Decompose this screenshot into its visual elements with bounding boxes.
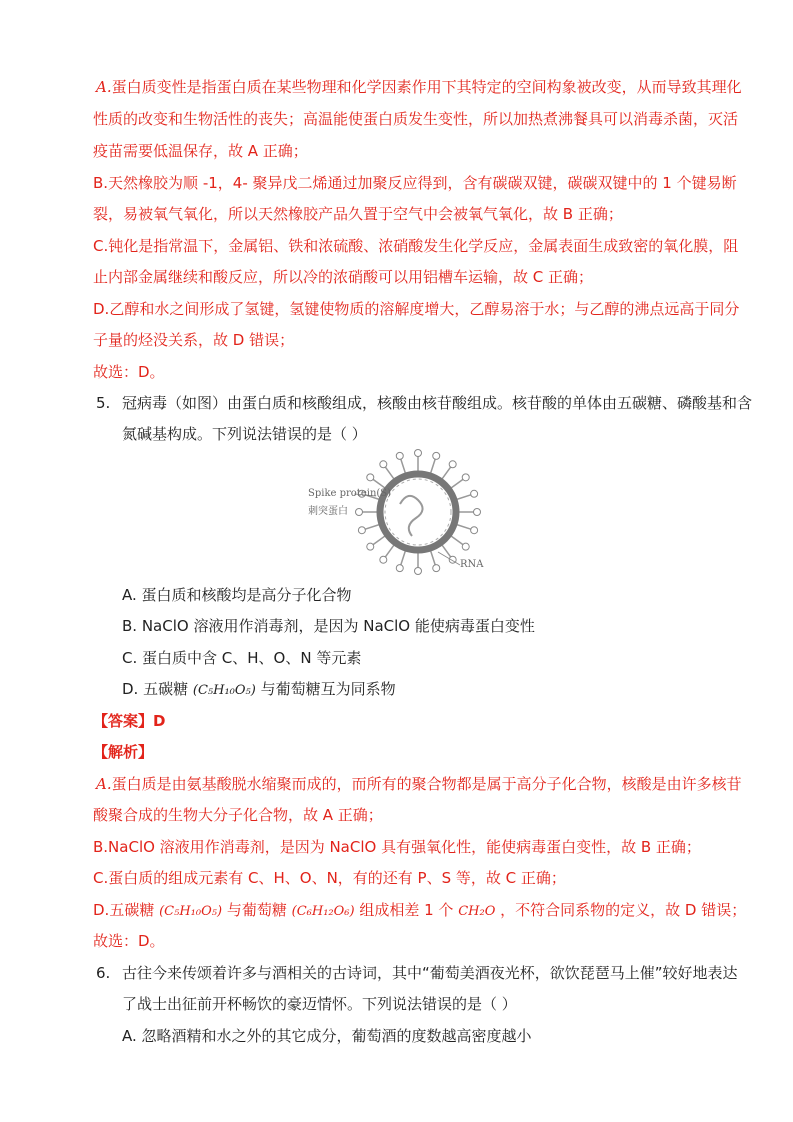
- question-5-stem-line2: 氮碱基构成。下列说法错误的是（ ）: [122, 425, 367, 443]
- question-5-option-d: [122, 678, 396, 702]
- spike-head: [471, 527, 478, 534]
- spike-stalk: [385, 467, 394, 480]
- analysis-d-formula3: CH₂O: [458, 904, 496, 919]
- spike-stalk: [385, 544, 394, 557]
- question-5-analysis-title: 【解析】: [93, 743, 154, 761]
- prev-explanation-b-line1: B.天然橡胶为顺 -1，4- 聚异戊二烯通过加聚反应得到，含有碳碳双键，碳碳双键中的 1 个键易断: [93, 174, 737, 192]
- virus-envelope: [380, 474, 456, 550]
- spike-head: [462, 474, 469, 481]
- spike-stalk: [373, 536, 386, 545]
- spike-head: [462, 543, 469, 550]
- analysis-choice: 故选：D。: [93, 932, 165, 950]
- spike-stalk: [401, 550, 406, 565]
- coronavirus-figure: [290, 444, 490, 578]
- analysis-d-part3: 组成相差 1 个: [359, 901, 454, 919]
- spike-head: [396, 452, 403, 459]
- analysis-d-part1: D.五碳糖: [93, 901, 155, 919]
- prev-explanation-a-line3: 疫苗需要低温保存，故 A 正确；: [93, 142, 308, 160]
- spike-stalk: [442, 467, 451, 480]
- label-spike-protein-en: Spike protein(S): [308, 488, 392, 499]
- prev-explanation-a-line2: 性质的改变和生物活性的丧失；高温能使蛋白质发生变性，所以加热煮沸餐具可以消毒杀菌，灭活: [93, 110, 739, 128]
- analysis-c-line1: C.蛋白质的组成元素有 C、H、O、N，有的还有 P、S 等，故 C 正确；: [93, 869, 566, 887]
- question-5-answer: 【答案】D: [93, 712, 166, 730]
- spike-stalk: [456, 524, 471, 529]
- question-5-option-a: A. 蛋白质和核酸均是高分子化合物: [122, 586, 352, 604]
- spike-head: [380, 556, 387, 563]
- prev-explanation-c-line1: C.钝化是指常温下，金属铝、铁和浓硫酸、浓硝酸发生化学反应，金属表面生成致密的氧化膜，阻: [93, 237, 739, 255]
- question-5-stem-line1: 冠病毒（如图）由蛋白质和核酸组成，核酸由核苷酸组成。核苷酸的单体由五碳糖、磷酸基和含: [122, 394, 753, 412]
- label-rna: RNA: [460, 559, 484, 570]
- analysis-a-line2: 酸聚合成的生物大分子化合物，故 A 正确；: [93, 806, 383, 824]
- spike-head: [433, 565, 440, 572]
- spike-head: [358, 527, 365, 534]
- analysis-a-text: 蛋白质是由氨基酸脱水缩聚而成的，而所有的聚合物都是属于高分子化合物，核酸是由许多核苷: [111, 775, 742, 793]
- analysis-b-line1: B.NaClO 溶液用作消毒剂，是因为 NaClO 具有强氧化性，能使病毒蛋白变性，故 B 正确；: [93, 838, 701, 856]
- analysis-d-line1: [93, 899, 746, 923]
- spike-head: [380, 461, 387, 468]
- spike-stalk: [456, 495, 471, 500]
- prev-explanation-a-prefix: A.: [96, 78, 112, 96]
- spike-head: [356, 509, 363, 516]
- label-spike-protein-cn: 刺突蛋白: [308, 506, 348, 517]
- question-6-stem-line2: 了战士出征前开杯畅饮的豪迈情怀。下列说法错误的是（ ）: [122, 995, 517, 1013]
- spike-head: [367, 474, 374, 481]
- analysis-d-part2: 与葡萄糖: [226, 901, 287, 919]
- spike-head: [396, 565, 403, 572]
- prev-explanation-a-text: 蛋白质变性是指蛋白质在某些物理和化学因素作用下其特定的空间构象被改变，从而导致其理化: [111, 78, 742, 96]
- analysis-d-part4: ，不符合同系物的定义，故 D 错误；: [500, 901, 747, 919]
- question-5-number: 5.: [96, 394, 111, 412]
- spike-head: [415, 450, 422, 457]
- analysis-a-line1: [96, 773, 742, 795]
- analysis-d-formula2: (C₆H₁₂O₆): [291, 904, 355, 919]
- virus-inner-ring: [385, 479, 451, 545]
- option-d-formula: (C₅H₁₀O₅): [192, 683, 256, 698]
- spike-head: [415, 568, 422, 575]
- spike-stalk: [430, 550, 435, 565]
- spike-stalk: [450, 536, 463, 545]
- prev-explanation-b-line2: 裂，易被氧气氧化，所以天然橡胶产品久置于空气中会被氧气氧化，故 B 正确；: [93, 205, 623, 223]
- option-d-suffix: 与葡萄糖互为同系物: [260, 680, 396, 698]
- spike-stalk: [430, 459, 435, 474]
- prev-explanation-a-line1: [96, 76, 742, 98]
- spike-stalk: [365, 524, 380, 529]
- spike-head: [474, 509, 481, 516]
- spike-head: [471, 490, 478, 497]
- question-6-number: 6.: [96, 964, 111, 982]
- spike-stalk: [401, 459, 406, 474]
- question-5-option-c: C. 蛋白质中含 C、H、O、N 等元素: [122, 649, 362, 667]
- analysis-d-formula1: (C₅H₁₀O₅): [159, 904, 223, 919]
- spike-head: [433, 452, 440, 459]
- prev-explanation-d-line1: D.乙醇和水之间形成了氢键，氢键使物质的溶解度增大，乙醇易溶于水；与乙醇的沸点远高于同分: [93, 300, 740, 318]
- analysis-a-prefix: A.: [96, 775, 112, 793]
- spike-stalk: [450, 479, 463, 488]
- spike-proteins: [356, 450, 481, 575]
- prev-explanation-c-line2: 止内部金属继续和酸反应，所以冷的浓硝酸可以用铝槽车运输，故 C 正确；: [93, 268, 594, 286]
- rna-strand: [400, 496, 423, 536]
- question-5-option-b: B. NaClO 溶液用作消毒剂，是因为 NaClO 能使病毒蛋白变性: [122, 617, 535, 635]
- spike-head: [449, 461, 456, 468]
- spike-head: [367, 543, 374, 550]
- prev-explanation-choice: 故选：D。: [93, 363, 165, 381]
- question-6-option-a: A. 忽略酒精和水之外的其它成分，葡萄酒的度数越高密度越小: [122, 1027, 532, 1045]
- question-6-stem-line1: 古往今来传颂着许多与酒相关的古诗词，其中“葡萄美酒夜光杯，欲饮琵琶马上催”较好地表达: [122, 964, 738, 982]
- option-d-prefix: D. 五碳糖: [122, 680, 189, 698]
- prev-explanation-d-line2: 子量的烃没关系，故 D 错误；: [93, 331, 295, 349]
